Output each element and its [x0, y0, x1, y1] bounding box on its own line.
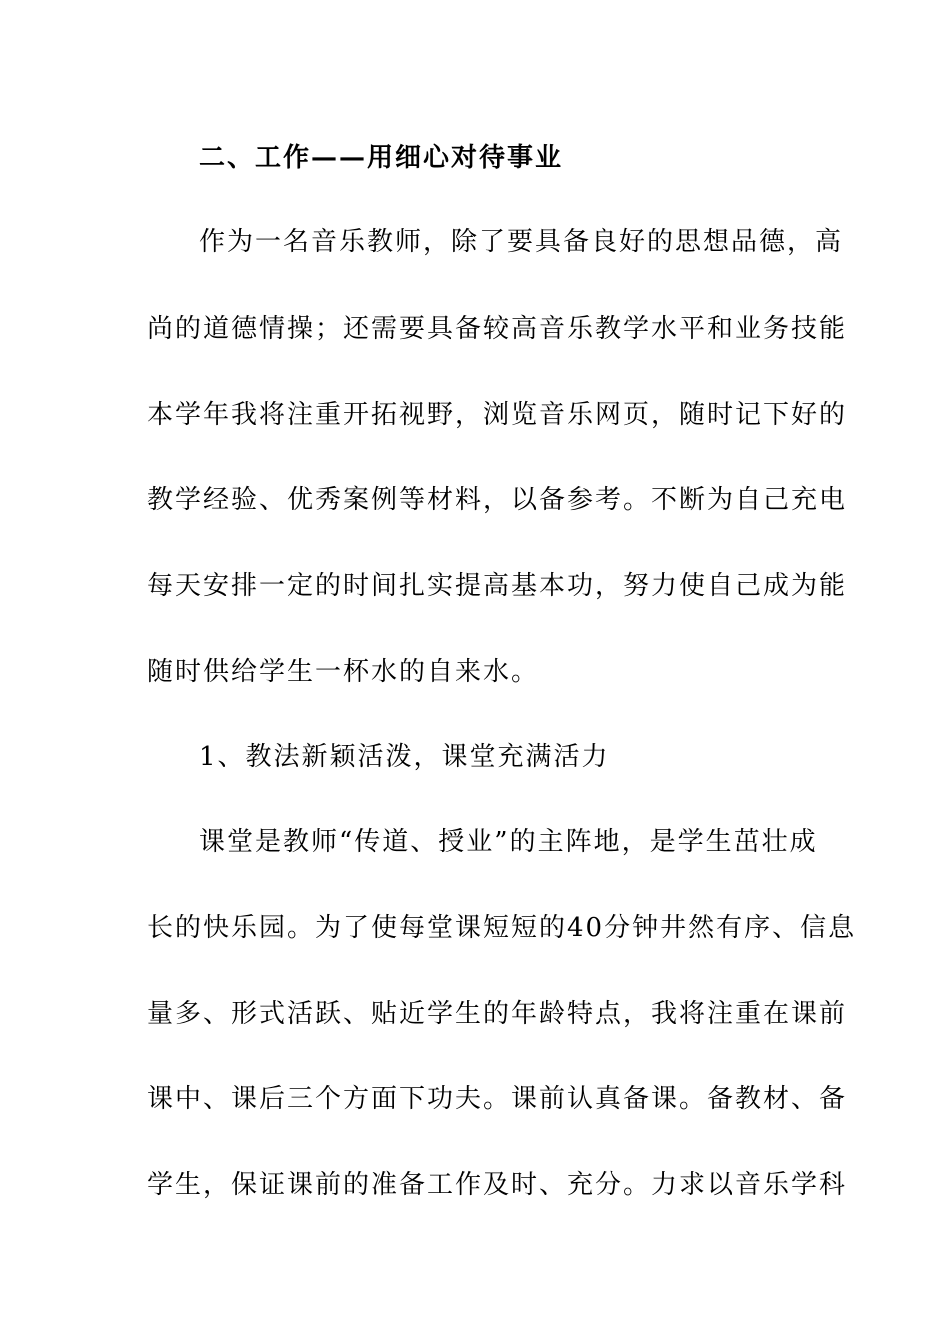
paragraph-line: 随时供给学生一杯水的自来水。 [147, 657, 540, 687]
paragraph-line: 课中、课后三个方面下功夫。课前认真备课。备教材、备 [147, 1084, 848, 1114]
paragraph-line: 本学年我将注重开拓视野，浏览音乐网页，随时记下好的 [147, 400, 848, 430]
paragraph-line: 课堂是教师“传道、授业”的主阵地，是学生茁壮成 [199, 827, 818, 857]
paragraph-line: 教学经验、优秀案例等材料，以备参考。不断为自己充电 [147, 485, 848, 515]
paragraph-line: 量多、形式活跃、贴近学生的年龄特点，我将注重在课前 [147, 999, 848, 1029]
subheading: 1、教法新颖活泼，课堂充满活力 [199, 742, 610, 772]
paragraph-line: 每天安排一定的时间扎实提高基本功，努力使自己成为能 [147, 571, 848, 601]
paragraph-line: 尚的道德情操；还需要具备较高音乐教学水平和业务技能 [147, 314, 848, 344]
paragraph-line: 作为一名音乐教师，除了要具备良好的思想品德，高 [199, 227, 844, 257]
section-heading: 二、工作——用细心对待事业 [199, 143, 564, 173]
paragraph-line: 学生，保证课前的准备工作及时、充分。力求以音乐学科 [147, 1170, 848, 1200]
paragraph-line: 长的快乐园。为了使每堂课短短的40分钟井然有序、信息 [147, 913, 857, 943]
